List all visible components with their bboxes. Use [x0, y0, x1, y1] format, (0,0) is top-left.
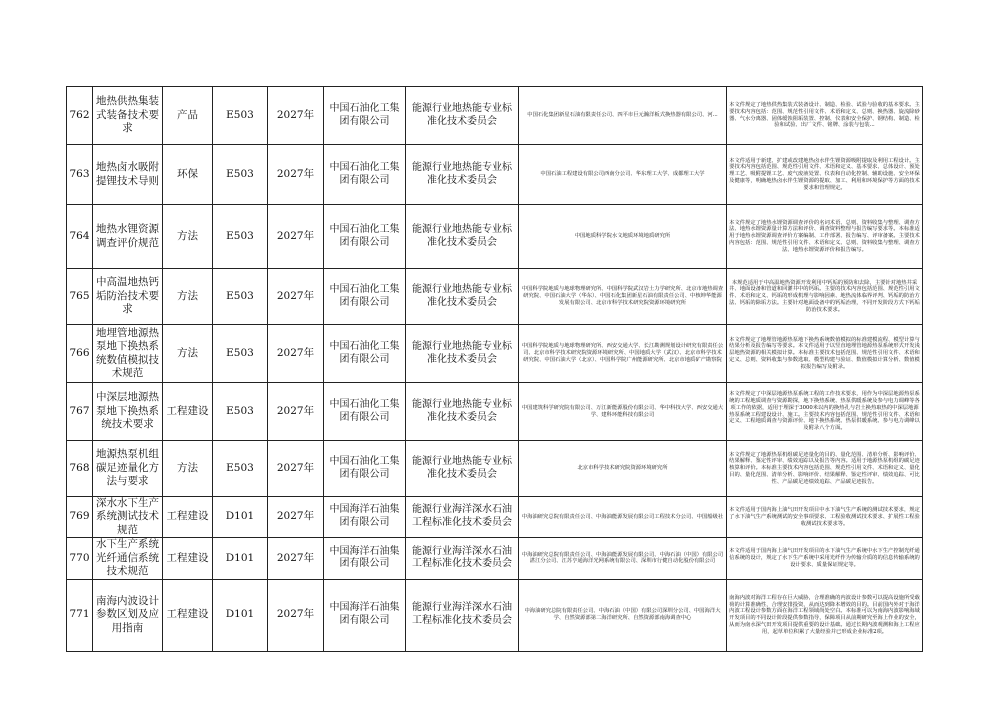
technical-committee: 能源行业海洋深水石油工程标准化技术委员会: [412, 504, 512, 529]
responsible-org: 中国海洋石油集团有限公司: [329, 545, 400, 570]
standard-type: 方法: [177, 229, 198, 242]
category-code: E503: [226, 108, 254, 121]
category-code: D101: [225, 608, 255, 621]
standard-type-cell: [163, 383, 213, 441]
responsible-org: 中国石油化工集团有限公司: [329, 283, 400, 308]
table-row: [67, 579, 923, 651]
category-code: D101: [225, 510, 255, 523]
standard-name: 地热卤水吸附提锂技术导则: [96, 161, 159, 187]
responsible-org-cell: [324, 497, 406, 538]
responsible-org-cell: [324, 441, 406, 497]
table-row: [67, 145, 923, 205]
scope-description: 本文件适用于新建、扩建或改建地热卤水伴生锂资源吸附提取及利用工程设计。主要技术内容包括范围、规范性引用文件、术语和定义、基本要求、总体设计、预处理工艺、吸附提锂工艺、废气废液处置、仪表和自动化控制、辅助设施、安全环保及健康等，明确地热卤水伴生锂资源的提取、加工、利用和环境保护等方面的技术要求和管理规定。: [729, 157, 920, 191]
technical-committee-cell: [406, 325, 519, 383]
standard-type-cell: [163, 269, 213, 325]
scope-description-cell: [727, 205, 923, 269]
row-number-cell: [67, 538, 93, 579]
technical-committee: 能源行业海洋深水石油工程标准化技术委员会: [412, 602, 512, 627]
scope-description: 本文件规定了中深层地源热泵系统工程的工作技术要求，用作为中深层地源热泵系统的工程地质调查与资源勘探，地下换热系统、热泵供暖系统及参与电力调峰等各项工作的依据，适用于埋深于3000米以内的换热孔与岩土换热取热的中深层地源热泵系统工程建设设计、施工。主要技术内容包括范围、规范性引用文件、术语和定义、工程地质调查与资源评价、地下换热系统、热泵供暖系统、参与电力调峰以及附录八个方面。: [729, 391, 920, 432]
completion-year: 2027年: [276, 229, 315, 242]
completion-year: 2027年: [276, 167, 315, 180]
standard-name: 中深层地源热泵地下换热系统技术要求: [96, 391, 159, 431]
standards-table: [66, 86, 923, 652]
row-number-cell: [67, 205, 93, 269]
completion-year-cell: [268, 325, 324, 383]
row-number: 765: [69, 289, 90, 302]
responsible-org-cell: [324, 579, 406, 651]
scope-description-cell: [727, 325, 923, 383]
standard-type: 工程建设: [166, 404, 209, 417]
standard-name-cell: [93, 269, 163, 325]
standard-name-cell: [93, 205, 163, 269]
responsible-org: 中国石油化工集团有限公司: [329, 340, 400, 365]
drafting-units-cell: [519, 441, 727, 497]
category-code-cell: [213, 441, 268, 497]
category-code: E503: [226, 229, 254, 242]
technical-committee-cell: [406, 497, 519, 538]
category-code-cell: [213, 205, 268, 269]
drafting-units-cell: [519, 579, 727, 651]
technical-committee: 能源行业地热能专业标准化技术委员会: [412, 223, 512, 248]
row-number-cell: [67, 579, 93, 651]
drafting-units: 中国石化集团新星石油有限责任公司、四平市巨元瀚洋板式换热器有限公司、河...: [527, 112, 718, 119]
standard-name-cell: [93, 441, 163, 497]
standard-name: 地热供热集装式装备技术要求: [96, 95, 159, 135]
drafting-units-cell: [519, 538, 727, 579]
standard-name-cell: [93, 87, 163, 145]
responsible-org: 中国石油化工集团有限公司: [329, 223, 400, 248]
drafting-units: 中海油研究总院有限责任公司、中海油能源发展有限公司、中海石油（中国）有限公司湛江分公司、江苏亨通海洋光网系统有限公司、深圳市行健自动化股份有限公司: [521, 551, 724, 565]
category-code: E503: [226, 289, 254, 302]
responsible-org: 中国石油化工集团有限公司: [329, 398, 400, 423]
row-number-cell: [67, 441, 93, 497]
responsible-org: 中国石油化工集团有限公司: [329, 455, 400, 480]
scope-description: 南海内波对海洋工程存在巨大威胁，合理准确的内波设计参数可以提高设施所受载荷的计算准确性，合理安排投资，从而达到降本增效的目的。目前国内外对于海洋内波工程设计参数方面在海洋工程领域尚处空白。本标准可以为南海内波影响海域开发项目的不同设计阶段提供参数指导，保障项目从前期研究至海上作业的安全，从而为南水深气田开发项目提供重要的设计基础。通过长期内波观测和海上工程应用，起草单位积累了大量经验并已形成企业标准2项。: [729, 594, 920, 635]
table-row: [67, 205, 923, 269]
row-number: 767: [69, 404, 90, 417]
responsible-org: 中国石油化工集团有限公司: [329, 102, 400, 127]
responsible-org-cell: [324, 87, 406, 145]
scope-description: 本文件适用于国内海上油气田开发项目中水下油气生产系统的测试技术要求，规定了水下油气生产系统测试的安全事项要求、工程验收测试技术要求、扩展性工程验收测试技术要求等。: [729, 507, 920, 527]
drafting-units-cell: [519, 497, 727, 538]
technical-committee-cell: [406, 538, 519, 579]
category-code: E503: [226, 167, 254, 180]
responsible-org: 中国海洋石油集团有限公司: [329, 504, 400, 529]
category-code-cell: [213, 145, 268, 205]
technical-committee: 能源行业地热能专业标准化技术委员会: [412, 398, 512, 423]
category-code: E503: [226, 461, 254, 474]
scope-description: 本文件规定了地埋管地源热泵地下换热系统数值模拟的标准建模流程、模型计算与结果分析及报告编写等要求。本文件适用于以竖直地埋管地源热泵系统形式开发浅层地热资源的相关模拟计算。本标准主要技术包括范围、规范性引用文件、术语和定义、总则、资料收集与参数选取、模型构建与验证、数值模拟计算分析、数值模拟报告编写及附录。: [729, 336, 920, 370]
technical-committee-cell: [406, 87, 519, 145]
responsible-org: 中国石油化工集团有限公司: [329, 161, 400, 186]
category-code: E503: [226, 346, 254, 359]
row-number-cell: [67, 145, 93, 205]
drafting-units: 中国建筑科学研究院有限公司、万江新能源股份有限公司、华中科技大学、西安交通大学、建科环能科技有限公司: [521, 404, 724, 418]
table-row: [67, 441, 923, 497]
drafting-units-cell: [519, 269, 727, 325]
completion-year-cell: [268, 441, 324, 497]
standard-type: 产品: [177, 108, 198, 121]
category-code-cell: [213, 269, 268, 325]
category-code-cell: [213, 538, 268, 579]
responsible-org-cell: [324, 383, 406, 441]
responsible-org: 中国海洋石油集团有限公司: [329, 602, 400, 627]
standard-type-cell: [163, 497, 213, 538]
category-code-cell: [213, 579, 268, 651]
standard-name: 水下生产系统光纤通信系统技术规范: [96, 538, 159, 578]
scope-description-cell: [727, 145, 923, 205]
responsible-org-cell: [324, 205, 406, 269]
drafting-units-cell: [519, 383, 727, 441]
responsible-org-cell: [324, 538, 406, 579]
row-number: 763: [69, 167, 90, 180]
completion-year-cell: [268, 538, 324, 579]
table-row: [67, 325, 923, 383]
responsible-org-cell: [324, 325, 406, 383]
standard-name: 深水水下生产系统测试技术规范: [96, 497, 159, 536]
table-row: [67, 497, 923, 538]
completion-year-cell: [268, 87, 324, 145]
technical-committee: 能源行业地热能专业标准化技术委员会: [412, 283, 512, 308]
standard-type-cell: [163, 325, 213, 383]
drafting-units: 中海油研究总院有限责任公司、中海石油（中国）有限公司深圳分公司、中国海洋大学、自然资源部第二海洋研究所、自然资源部南海调查中心: [524, 608, 721, 622]
category-code-cell: [213, 497, 268, 538]
row-number: 764: [69, 229, 90, 242]
completion-year: 2027年: [276, 608, 315, 621]
technical-committee-cell: [406, 145, 519, 205]
scope-description-cell: [727, 269, 923, 325]
completion-year: 2027年: [276, 404, 315, 417]
technical-committee-cell: [406, 269, 519, 325]
scope-description-cell: [727, 87, 923, 145]
technical-committee-cell: [406, 441, 519, 497]
completion-year: 2027年: [276, 108, 315, 121]
scope-description: 本文件适用于国内海上油气田开发项目的水下油气生产系统中水下生产控制光纤通信系统的设计，规定了水下生产系统中采用光纤作为传输介质的的信息传输系统的设计要求、质量保证规定等。: [729, 548, 920, 568]
row-number: 769: [69, 510, 90, 523]
scope-description-cell: [727, 383, 923, 441]
standard-name-cell: [93, 325, 163, 383]
standard-name: 地热水锂资源调查评价规范: [96, 223, 159, 249]
standard-type: 环保: [177, 167, 198, 180]
standard-type: 方法: [177, 346, 198, 359]
technical-committee: 能源行业地热能专业标准化技术委员会: [412, 161, 512, 186]
row-number-cell: [67, 269, 93, 325]
drafting-units: 北京市科学技术研究院资源环境研究所: [577, 465, 668, 472]
technical-committee-cell: [406, 579, 519, 651]
technical-committee: 能源行业海洋深水石油工程标准化技术委员会: [412, 545, 512, 570]
standard-type: 工程建设: [166, 510, 209, 523]
table-row: [67, 538, 923, 579]
drafting-units: 中国地质科学院水文地质环境地质研究所: [574, 233, 671, 240]
technical-committee-cell: [406, 205, 519, 269]
scope-description-cell: [727, 538, 923, 579]
row-number: 762: [69, 108, 90, 121]
drafting-units: 中国石油工程建设有限公司西南分公司、华东理工大学、成都理工大学: [540, 171, 705, 178]
drafting-units-cell: [519, 145, 727, 205]
responsible-org-cell: [324, 145, 406, 205]
row-number-cell: [67, 87, 93, 145]
standard-type: 工程建设: [166, 608, 209, 621]
technical-committee: 能源行业地热能专业标准化技术委员会: [412, 102, 512, 127]
completion-year: 2027年: [276, 289, 315, 302]
completion-year: 2027年: [276, 461, 315, 474]
standard-type: 方法: [177, 289, 198, 302]
category-code: E503: [226, 404, 254, 417]
scope-description-cell: [727, 579, 923, 651]
row-number-cell: [67, 325, 93, 383]
row-number: 770: [69, 551, 90, 564]
table-row: [67, 383, 923, 441]
standard-name: 地源热泵机组碳足迹量化方法与要求: [96, 448, 159, 488]
technical-committee: 能源行业地热能专业标准化技术委员会: [412, 455, 512, 480]
drafting-units-cell: [519, 87, 727, 145]
standard-name: 地埋管地源热泵地下换热系统数值模拟技术规范: [96, 326, 159, 379]
table-row: [67, 87, 923, 145]
scope-description: 本规范适用于中高温地热资源开发利用中钙垢的预防和去除，主要针对地热井采井、地面设备和管道和回灌井中的钙垢。主要的技术内容包括范围、规范性引用文件、术语和定义、钙垢的形成机理与影响因素、地热流体临界评判、钙垢的防治方法、钙垢的除垢方法。主要针对地面设备中的钙垢治理，不同开发阶段方式下钙垢防治技术要求。: [729, 279, 920, 313]
row-number: 766: [69, 346, 90, 359]
standard-name: 南海内波设计参数区划及应用指南: [96, 594, 159, 634]
drafting-units-cell: [519, 205, 727, 269]
drafting-units: 中海油研究总院有限责任公司、中海油能源发展有限公司工程技术分公司、中国船级社: [521, 513, 724, 520]
completion-year: 2027年: [276, 510, 315, 523]
completion-year-cell: [268, 205, 324, 269]
scope-description: 本文件规定了地源热泵机组碳足迹量化的目的、量化范围、清单分析、影响评价、结果解释、鉴定性评审、绩效追踪以及报告等内容。适用于地源热泵机组的碳足迹核算和评价。本标准主要技术内容包括范围、规范性引用文件、术语和定义、量化目的、量化范围、清单分析、影响评价、结果解释、鉴定性评审、绩效追踪、可比性、产品碳足迹绩效追踪、产品碳足迹报告。: [729, 451, 920, 485]
completion-year-cell: [268, 269, 324, 325]
row-number: 771: [69, 608, 90, 621]
completion-year-cell: [268, 579, 324, 651]
standard-type-cell: [163, 205, 213, 269]
drafting-units-cell: [519, 325, 727, 383]
drafting-units: 中国科学院地质与地球物理研究所、西安交通大学、长江勘测规划设计研究有限责任公司、北京市科学技术研究院资源环境研究所、中国地质大学（武汉）、北京市科学技术研究院、中国石油大学（北京）、中国科学院广州能源研究所、北京市地质矿产勘察院: [521, 343, 724, 363]
technical-committee: 能源行业地热能专业标准化技术委员会: [412, 340, 512, 365]
standard-type: 工程建设: [166, 551, 209, 564]
category-code-cell: [213, 325, 268, 383]
standard-type-cell: [163, 579, 213, 651]
completion-year: 2027年: [276, 551, 315, 564]
scope-description-cell: [727, 441, 923, 497]
scope-description-cell: [727, 497, 923, 538]
standard-type: 方法: [177, 461, 198, 474]
completion-year-cell: [268, 383, 324, 441]
row-number-cell: [67, 497, 93, 538]
table-body: [67, 87, 923, 652]
row-number-cell: [67, 383, 93, 441]
standard-name-cell: [93, 497, 163, 538]
responsible-org-cell: [324, 269, 406, 325]
row-number: 768: [69, 461, 90, 474]
standard-name-cell: [93, 383, 163, 441]
standard-name-cell: [93, 579, 163, 651]
category-code-cell: [213, 383, 268, 441]
category-code-cell: [213, 87, 268, 145]
completion-year-cell: [268, 497, 324, 538]
standard-type-cell: [163, 87, 213, 145]
scope-description: 本文件规定了地热水锂资源调查评价的名词术语、总则、资料收集与整理、调查方法、地热水锂资源量计算方法和评价、调查资料整理与报告编写要求等。本标准适用于地热水锂资源调查评价方案编制、工作部署、报告编写、评审备案。主要技术内容包括：范围、规范性引用文件、术语和定义、总则、资料收集与整理、调查方法、地热水锂资源评价和报告编写。: [729, 219, 920, 253]
standard-name: 中高温地热钙垢防治技术要求: [96, 276, 159, 316]
standard-type-cell: [163, 441, 213, 497]
standard-name-cell: [93, 538, 163, 579]
drafting-units: 中国科学院地质与地球物理研究所、中国科学院武汉岩土力学研究所、北京市地热调查研究院、中国石油大学（华东）、中国石化集团新星石油有限责任公司、中核坤华能源发展有限公司、北京市科学技术研究院资源环境研究所: [521, 286, 724, 306]
completion-year: 2027年: [276, 346, 315, 359]
standard-type-cell: [163, 538, 213, 579]
completion-year-cell: [268, 145, 324, 205]
technical-committee-cell: [406, 383, 519, 441]
table-row: [67, 269, 923, 325]
standard-type-cell: [163, 145, 213, 205]
scope-description: 本文件规定了地热供热集装式装备设计、制造、检验、试验与验收的基本要求。主要技术内容包括：范围、规范性引用文件、术语和定义、总则、换热器、旋流除砂器、气水分离器、固体缓蚀阻垢装置、控制、仪表和安全保护、钢结构、制造、检验和试验、出厂文件、铭牌、涂装与包装...: [729, 101, 920, 129]
standard-name-cell: [93, 145, 163, 205]
category-code: D101: [225, 551, 255, 564]
